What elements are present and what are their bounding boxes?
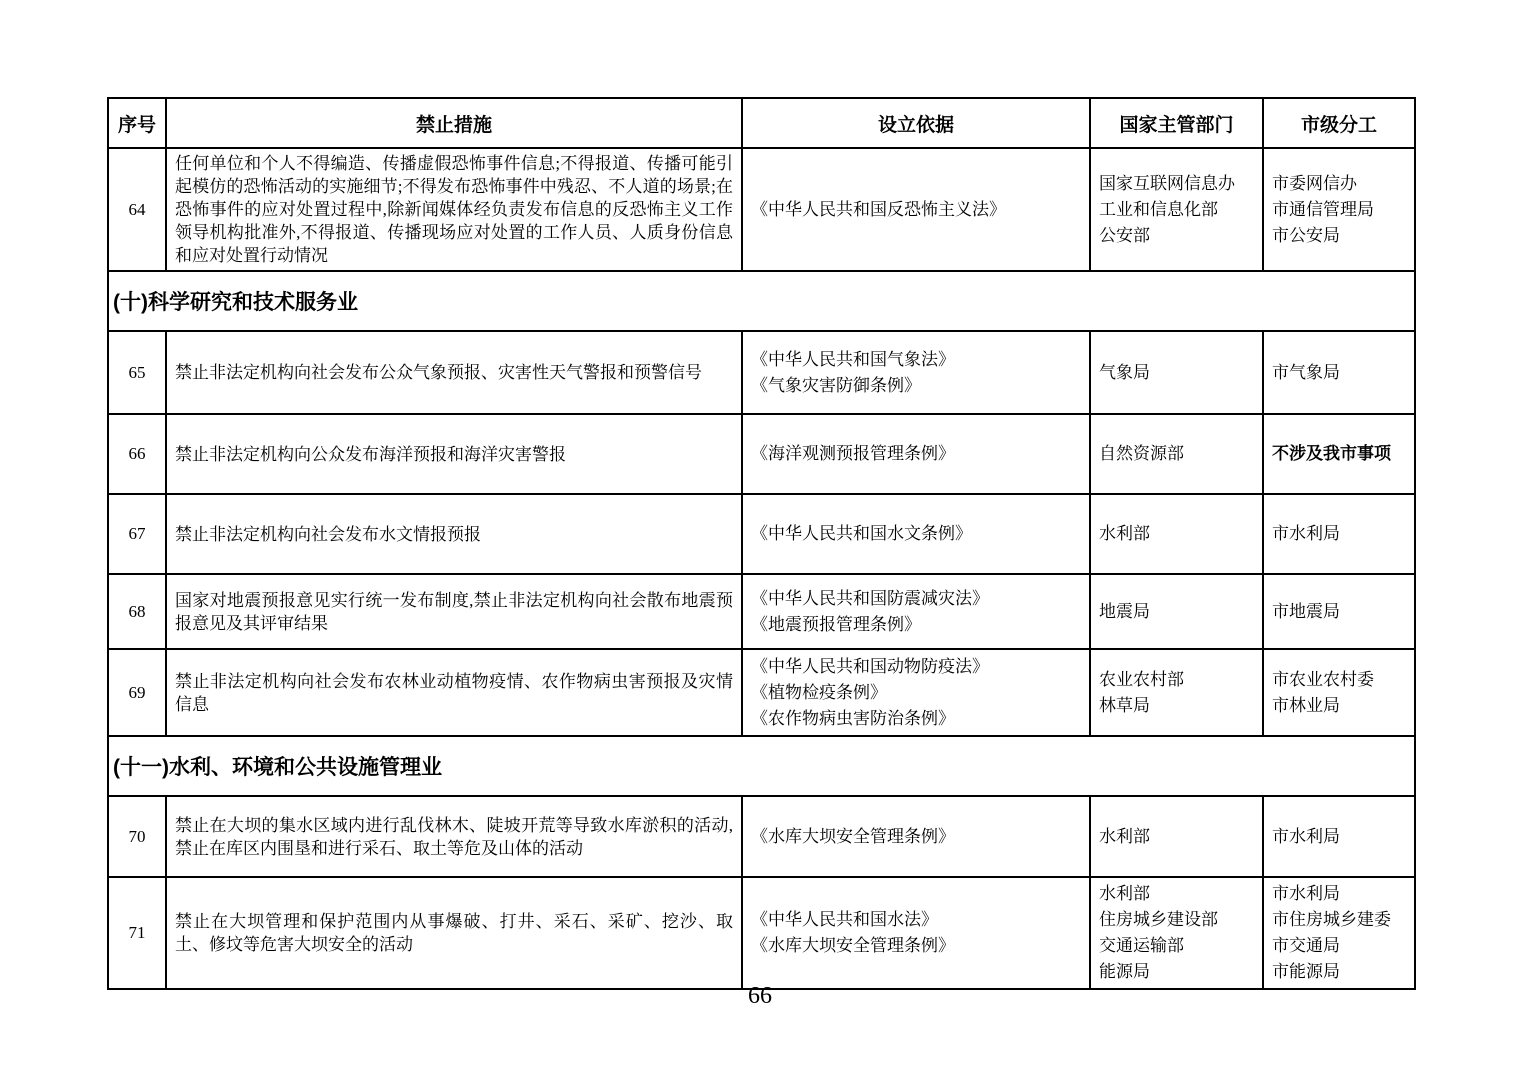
- table-row: [108, 414, 1415, 494]
- cell-line: 不涉及我市事项: [1272, 444, 1391, 463]
- cell-line: 《中华人民共和国防震减灾法》: [751, 588, 989, 608]
- cell-line: 能源局: [1099, 962, 1150, 981]
- measure-cell: 禁止在大坝的集水区域内进行乱伐林木、陡坡开荒等导致水库淤积的活动,禁止在库区内围垦和进行采石、取土等危及山体的活动: [166, 796, 742, 877]
- cell-line: 自然资源部: [1099, 444, 1184, 463]
- col-header-national-dept: 国家主管部门: [1090, 98, 1263, 148]
- cell-line: 市农业农村委: [1272, 669, 1374, 689]
- cell-line: 市水利局: [1272, 524, 1340, 543]
- measure-cell: 任何单位和个人不得编造、传播虚假恐怖事件信息;不得报道、传播可能引起模仿的恐怖活动的实施细节;不得发布恐怖事件中残忍、不人道的场景;在恐怖事件的应对处置过程中,除新闻媒体经负责发布信息的反恐怖主义工作领导机构批准外,不得报道、传播现场应对处置的工作人员、人质身份信息和应对处置行动情况: [166, 148, 742, 271]
- cell-line: 《植物检疫条例》: [751, 682, 887, 702]
- cell-line: 农业农村部: [1099, 669, 1184, 689]
- cell-line: 市水利局: [1272, 884, 1340, 903]
- cell-line: 工业和信息化部: [1099, 199, 1218, 219]
- basis-cell: [742, 649, 1090, 736]
- cell-line: 林草局: [1099, 695, 1150, 715]
- cell-line: 水利部: [1099, 826, 1150, 846]
- municipal-cell: [1263, 649, 1415, 736]
- basis-cell: [742, 494, 1090, 574]
- cell-line: 地震局: [1099, 601, 1150, 621]
- basis-cell: [742, 574, 1090, 649]
- national-dept-cell: [1090, 877, 1263, 989]
- basis-cell: [742, 414, 1090, 494]
- table-body: [108, 148, 1415, 989]
- national-dept-cell: [1090, 331, 1263, 414]
- row-number-cell: 70: [108, 796, 166, 877]
- row-number-cell: 71: [108, 877, 166, 989]
- section-header-row: [108, 736, 1415, 796]
- cell-line: 《中华人民共和国水法》: [751, 910, 938, 929]
- cell-line: 《海洋观测预报管理条例》: [751, 444, 955, 463]
- measure-cell: 禁止非法定机构向社会发布水文情报预报: [166, 494, 742, 574]
- cell-line: 气象局: [1099, 362, 1150, 382]
- section-header-row: [108, 271, 1415, 331]
- table-row: [108, 494, 1415, 574]
- cell-line: 《中华人民共和国反恐怖主义法》: [751, 199, 1006, 219]
- national-dept-cell: [1090, 414, 1263, 494]
- cell-line: 《地震预报管理条例》: [751, 614, 921, 634]
- basis-cell: [742, 877, 1090, 989]
- row-number-cell: 64: [108, 148, 166, 271]
- col-header-municipal: 市级分工: [1263, 98, 1415, 148]
- basis-cell: [742, 796, 1090, 877]
- cell-line: 市林业局: [1272, 695, 1340, 715]
- cell-line: 《中华人民共和国动物防疫法》: [751, 656, 989, 676]
- national-dept-cell: [1090, 494, 1263, 574]
- basis-cell: [742, 148, 1090, 271]
- municipal-cell: [1263, 494, 1415, 574]
- prohibition-table: [107, 97, 1416, 990]
- municipal-cell: [1263, 331, 1415, 414]
- row-number-cell: 68: [108, 574, 166, 649]
- municipal-cell: [1263, 877, 1415, 989]
- cell-line: 水利部: [1099, 524, 1150, 543]
- table-row: [108, 148, 1415, 271]
- table-row: [108, 877, 1415, 989]
- cell-line: 市能源局: [1272, 962, 1340, 981]
- table-header-row: [108, 98, 1415, 148]
- cell-line: 《农作物病虫害防治条例》: [751, 708, 955, 728]
- measure-cell: 禁止非法定机构向社会发布农林业动植物疫情、农作物病虫害预报及灾情信息: [166, 649, 742, 736]
- col-header-measure: 禁止措施: [166, 98, 742, 148]
- row-number-cell: 65: [108, 331, 166, 414]
- cell-line: 交通运输部: [1099, 936, 1184, 955]
- cell-line: 《水库大坝安全管理条例》: [751, 826, 955, 846]
- national-dept-cell: [1090, 796, 1263, 877]
- page-number: 66: [748, 983, 772, 1009]
- municipal-cell: [1263, 148, 1415, 271]
- col-header-basis: 设立依据: [742, 98, 1090, 148]
- measure-cell: 禁止非法定机构向公众发布海洋预报和海洋灾害警报: [166, 414, 742, 494]
- cell-line: 市住房城乡建委: [1272, 910, 1391, 929]
- measure-cell: 禁止非法定机构向社会发布公众气象预报、灾害性天气警报和预警信号: [166, 331, 742, 414]
- measure-cell: 禁止在大坝管理和保护范围内从事爆破、打井、采石、采矿、挖沙、取土、修坟等危害大坝安全的活动: [166, 877, 742, 989]
- national-dept-cell: [1090, 148, 1263, 271]
- row-number-cell: 67: [108, 494, 166, 574]
- cell-line: 市交通局: [1272, 936, 1340, 955]
- cell-line: 住房城乡建设部: [1099, 910, 1218, 929]
- table-row: [108, 331, 1415, 414]
- measure-cell: 国家对地震预报意见实行统一发布制度,禁止非法定机构向社会散布地震预报意见及其评审结果: [166, 574, 742, 649]
- municipal-cell: [1263, 574, 1415, 649]
- table-row: [108, 796, 1415, 877]
- section-title: (十)科学研究和技术服务业: [108, 271, 1415, 331]
- cell-line: 《中华人民共和国气象法》: [751, 349, 955, 369]
- cell-line: 市通信管理局: [1272, 199, 1374, 219]
- row-number-cell: 69: [108, 649, 166, 736]
- cell-line: 市水利局: [1272, 826, 1340, 846]
- section-title: (十一)水利、环境和公共设施管理业: [108, 736, 1415, 796]
- cell-line: 市委网信办: [1272, 173, 1357, 193]
- cell-line: 国家互联网信息办: [1099, 173, 1235, 193]
- national-dept-cell: [1090, 574, 1263, 649]
- cell-line: 《水库大坝安全管理条例》: [751, 936, 955, 955]
- cell-line: 市地震局: [1272, 601, 1340, 621]
- national-dept-cell: [1090, 649, 1263, 736]
- cell-line: 市气象局: [1272, 362, 1340, 382]
- cell-line: 水利部: [1099, 884, 1150, 903]
- municipal-cell: [1263, 414, 1415, 494]
- cell-line: 《气象灾害防御条例》: [751, 375, 921, 395]
- basis-cell: [742, 331, 1090, 414]
- cell-line: 公安部: [1099, 225, 1150, 245]
- row-number-cell: 66: [108, 414, 166, 494]
- cell-line: 《中华人民共和国水文条例》: [751, 524, 972, 543]
- col-header-no: 序号: [108, 98, 166, 148]
- table-row: [108, 574, 1415, 649]
- table-row: [108, 649, 1415, 736]
- cell-line: 市公安局: [1272, 225, 1340, 245]
- municipal-cell: [1263, 796, 1415, 877]
